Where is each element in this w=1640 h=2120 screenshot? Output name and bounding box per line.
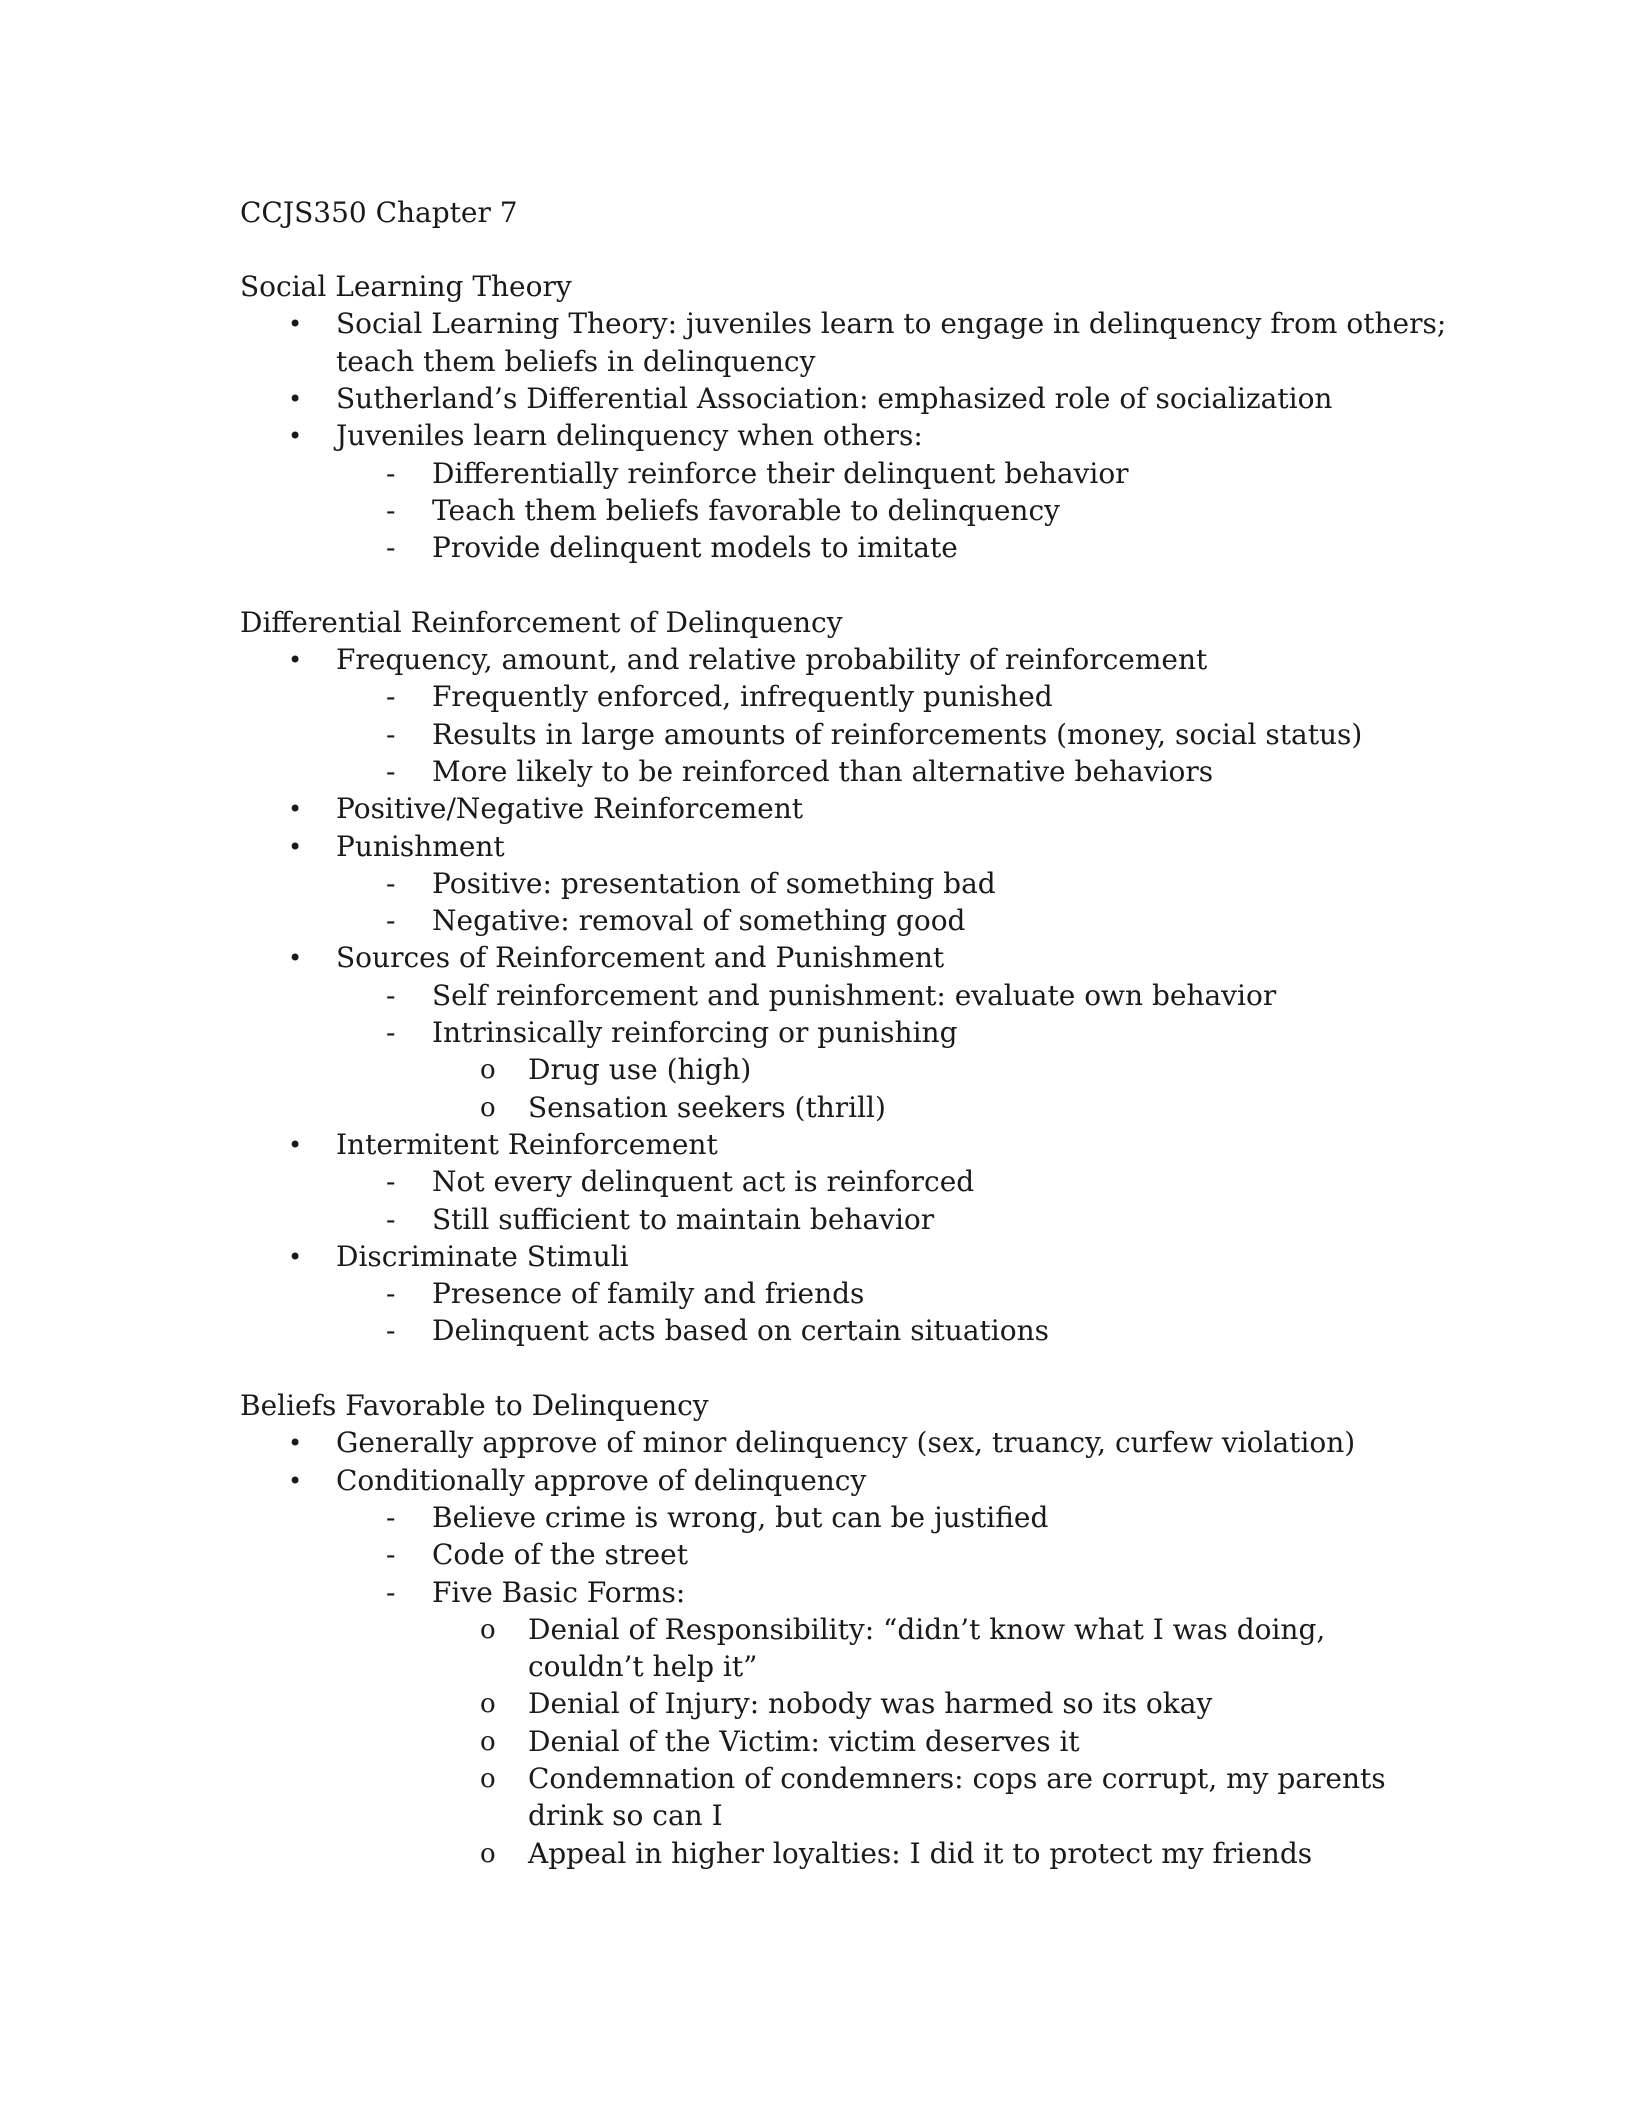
list-item-text: Condemnation of condemners: cops are corrupt, my parents	[528, 1762, 1386, 1795]
list-item-text: Generally approve of minor delinquency (sex, truancy, curfew violation)	[336, 1426, 1356, 1460]
list-item	[386, 1275, 865, 1313]
list-item-text: More likely to be reinforced than alternative behaviors	[432, 754, 1214, 788]
list-item-continuation: couldn’t help it”	[528, 1650, 758, 1684]
bullet-icon: •	[288, 1130, 303, 1159]
list-item-text: Presence of family and friends	[432, 1277, 865, 1311]
section-heading: Beliefs Favorable to Delinquency	[240, 1389, 709, 1422]
dash-icon: -	[386, 1277, 396, 1311]
circle-bullet-icon: o	[480, 1838, 496, 1869]
list-item	[288, 380, 1333, 418]
list-item	[288, 305, 1447, 343]
list-item	[480, 1835, 1313, 1873]
list-item	[288, 939, 945, 977]
bullet-icon: •	[288, 384, 303, 413]
bullet-icon: •	[288, 832, 303, 861]
list-item-text: Five Basic Forms:	[432, 1575, 686, 1609]
list-item	[386, 716, 1363, 754]
dash-icon: -	[386, 1538, 396, 1572]
list-item-text: Teach them beliefs favorable to delinquency	[432, 493, 1060, 527]
list-item-text: Provide delinquent models to imitate	[432, 531, 958, 565]
bullet-icon: •	[288, 1242, 303, 1271]
list-item-text: Believe crime is wrong, but can be justified	[432, 1500, 1049, 1534]
circle-bullet-icon: o	[480, 1614, 496, 1645]
list-item-text: Intrinsically reinforcing or punishing	[432, 1016, 958, 1049]
dash-icon: -	[386, 493, 396, 527]
list-item-text: Frequency, amount, and relative probability of reinforcement	[336, 643, 1208, 676]
list-item-text: Denial of the Victim: victim deserves it	[528, 1724, 1080, 1758]
dash-icon: -	[386, 1202, 396, 1236]
list-item	[288, 1424, 1356, 1462]
circle-bullet-icon: o	[480, 1764, 496, 1794]
list-item-text: Social Learning Theory: juveniles learn to engage in delinquency from others;	[336, 307, 1447, 341]
list-item	[288, 417, 923, 455]
list-item	[288, 1238, 629, 1276]
list-item-text: Sensation seekers (thrill)	[528, 1090, 886, 1124]
list-item	[288, 828, 505, 866]
list-item	[386, 1536, 688, 1574]
dash-icon: -	[386, 531, 396, 565]
list-item-text: Denial of Responsibility: “didn’t know what I was doing,	[528, 1612, 1326, 1646]
circle-bullet-icon: o	[480, 1689, 496, 1720]
bullet-icon: •	[288, 795, 303, 824]
dash-icon: -	[386, 1016, 396, 1049]
list-item-text: Discriminate Stimuli	[336, 1239, 629, 1273]
list-item-text: Juveniles learn delinquency when others:	[336, 419, 923, 453]
dash-icon: -	[386, 1575, 396, 1609]
list-item	[386, 753, 1214, 791]
dash-icon: -	[386, 717, 396, 751]
list-item	[386, 1201, 935, 1239]
list-item-text: Denial of Injury: nobody was harmed so its okay	[528, 1687, 1213, 1721]
list-item	[386, 1312, 1049, 1350]
list-item-text: Appeal in higher loyalties: I did it to protect my friends	[528, 1836, 1313, 1870]
list-item-text: Positive/Negative Reinforcement	[336, 792, 804, 826]
list-item	[386, 1499, 1049, 1537]
list-item	[386, 1574, 686, 1612]
list-item	[386, 529, 958, 567]
list-item-text: Punishment	[336, 829, 505, 863]
section-heading: Social Learning Theory	[240, 270, 572, 303]
list-item	[386, 492, 1060, 530]
list-item	[288, 790, 804, 828]
dash-icon: -	[386, 904, 396, 938]
list-item-continuation: teach them beliefs in delinquency	[336, 344, 816, 378]
section-heading: Differential Reinforcement of Delinquency	[240, 605, 843, 639]
list-item	[386, 1163, 975, 1201]
circle-bullet-icon: o	[480, 1726, 496, 1757]
bullet-icon: •	[288, 1429, 303, 1458]
list-item-text: Drug use (high)	[528, 1053, 752, 1087]
list-item-text: Code of the street	[432, 1538, 688, 1572]
dash-icon: -	[386, 866, 396, 900]
list-item-text: Results in large amounts of reinforcements (money, social status)	[432, 717, 1363, 751]
list-item	[386, 977, 1277, 1015]
circle-bullet-icon: o	[480, 1055, 496, 1086]
list-item-text: Sutherland’s Differential Association: emphasized role of socialization	[336, 381, 1333, 415]
dash-icon: -	[386, 680, 396, 714]
circle-bullet-icon: o	[480, 1092, 496, 1123]
list-item	[480, 1611, 1326, 1649]
list-item	[288, 641, 1208, 679]
list-item	[480, 1685, 1213, 1723]
list-item-text: Negative: removal of something good	[432, 904, 966, 938]
bullet-icon: •	[288, 310, 303, 339]
list-item-text: Positive: presentation of something bad	[432, 866, 996, 900]
list-item-text: Conditionally approve of delinquency	[336, 1463, 867, 1497]
list-item	[480, 1723, 1080, 1761]
list-item	[288, 1126, 718, 1164]
dash-icon: -	[386, 978, 396, 1012]
list-item-text: Delinquent acts based on certain situations	[432, 1314, 1049, 1348]
dash-icon: -	[386, 1165, 396, 1199]
list-item	[480, 1760, 1386, 1798]
list-item-continuation: drink so can I	[528, 1799, 723, 1833]
bullet-icon: •	[288, 1466, 303, 1495]
bullet-icon: •	[288, 646, 303, 674]
list-item-text: Differentially reinforce their delinquent behavior	[432, 456, 1129, 490]
list-item-text: Self reinforcement and punishment: evaluate own behavior	[432, 978, 1277, 1012]
list-item	[480, 1089, 886, 1127]
list-item-text: Not every delinquent act is reinforced	[432, 1165, 975, 1199]
bullet-icon: •	[288, 944, 303, 973]
dash-icon: -	[386, 1314, 396, 1348]
dash-icon: -	[386, 456, 396, 490]
dash-icon: -	[386, 754, 396, 788]
list-item	[386, 865, 996, 903]
list-item-text: Sources of Reinforcement and Punishment	[336, 941, 945, 975]
list-item	[386, 455, 1129, 493]
list-item-text: Frequently enforced, infrequently punished	[432, 680, 1053, 714]
dash-icon: -	[386, 1500, 396, 1534]
list-item	[288, 1462, 867, 1500]
list-item	[480, 1051, 752, 1089]
list-item	[386, 1014, 958, 1052]
document-title: CCJS350 Chapter 7	[240, 196, 518, 229]
list-item-text: Still sufficient to maintain behavior	[432, 1202, 935, 1236]
list-item-text: Intermitent Reinforcement	[336, 1127, 718, 1161]
bullet-icon: •	[288, 422, 303, 451]
list-item	[386, 902, 966, 940]
list-item	[386, 678, 1053, 716]
